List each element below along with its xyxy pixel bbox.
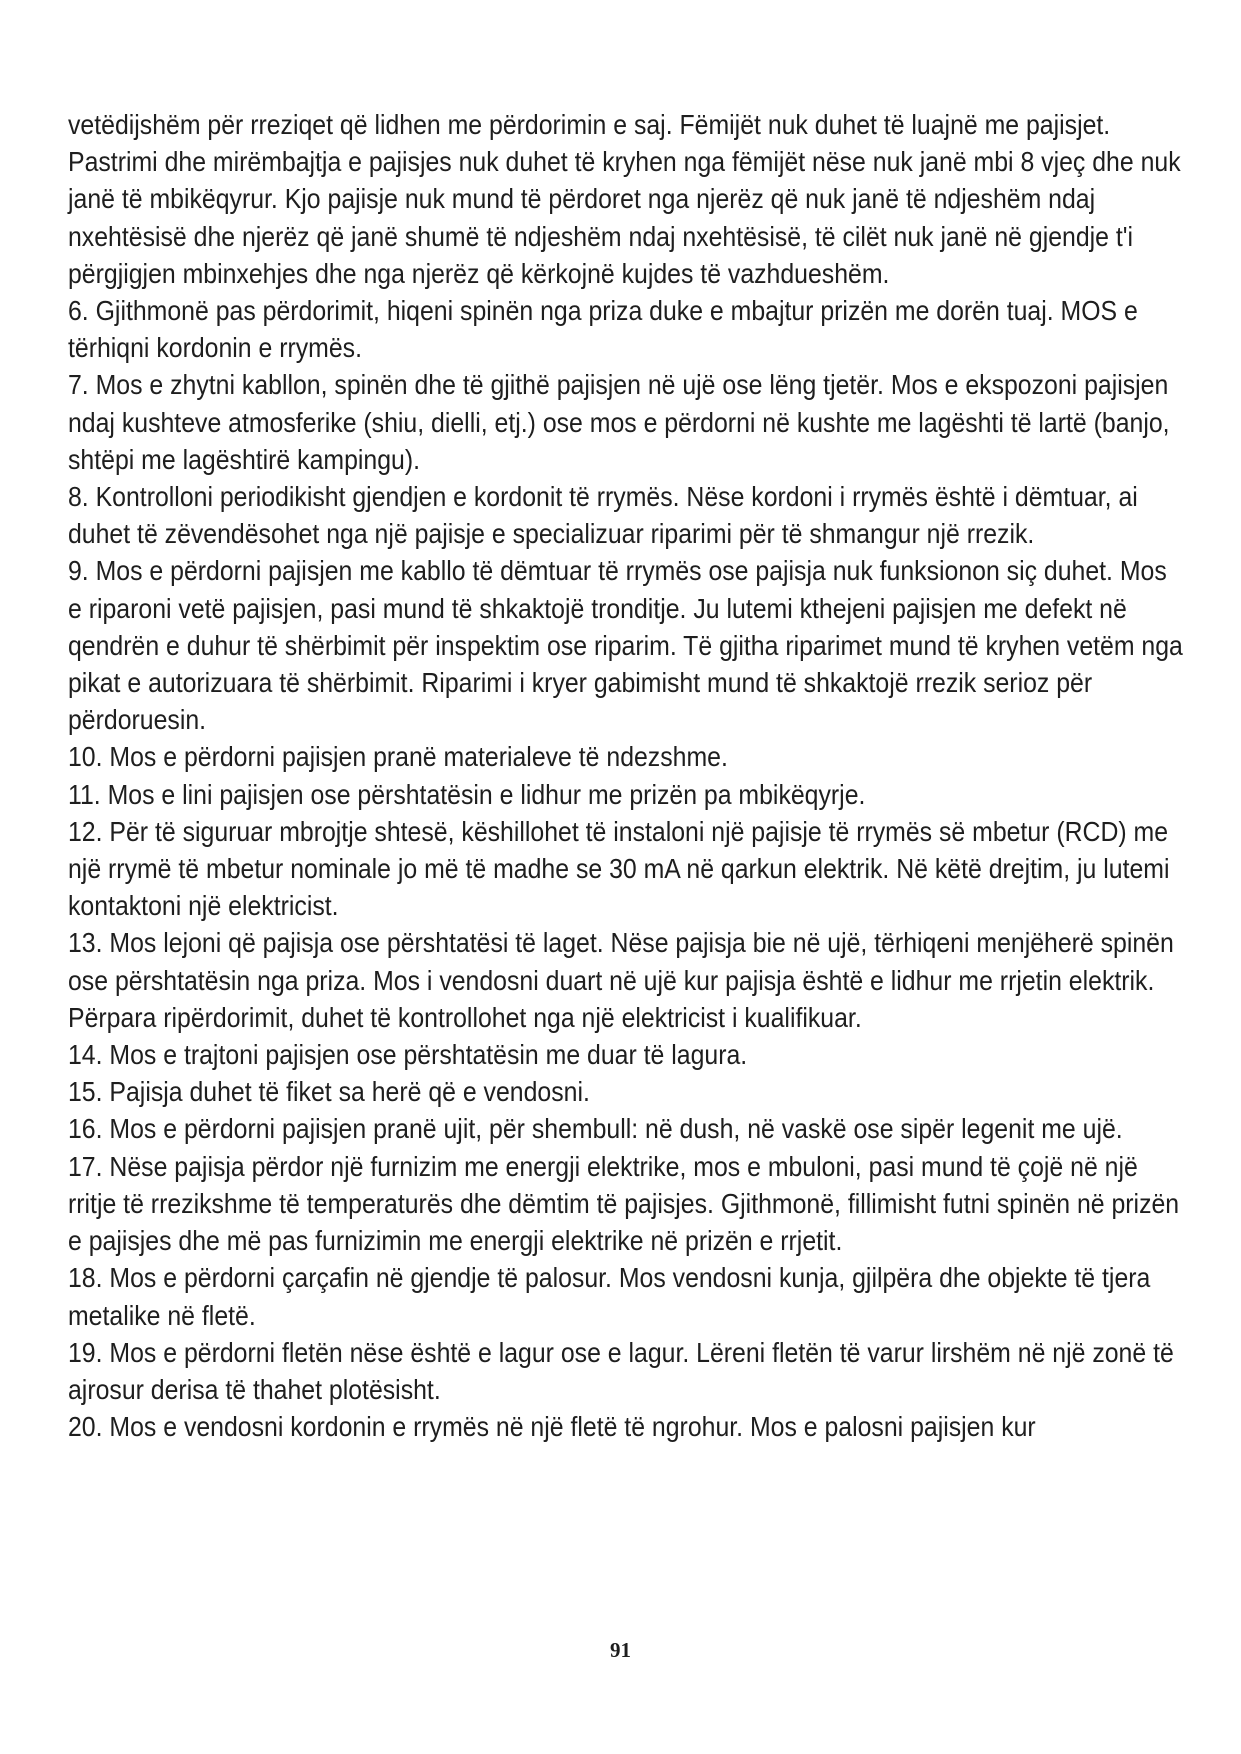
paragraph-item-13: 13. Mos lejoni që pajisja ose përshtatësi të laget. Nëse pajisja bie në ujë, tërhiqeni menjëherë spinën ose përshtatësin nga priza. Mos i vendosni duart në ujë kur pajisja është e lidhur me rrjetin elektrik. Përpara ripërdorimit, duhet të kontrollohet nga një elektricist i kualifikuar.	[68, 927, 1174, 1033]
paragraph-item-19: 19. Mos e përdorni fletën nëse është e lagur ose e lagur. Lëreni fletën të varur lirshëm në një zonë të ajrosur derisa të thahet plotësisht.	[68, 1336, 1174, 1405]
paragraph-item-6: 6. Gjithmonë pas përdorimit, hiqeni spinën nga priza duke e mbajtur prizën me dorën tuaj. MOS e tërhiqni kordonin e rrymës.	[68, 295, 1138, 364]
paragraph-item-17: 17. Nëse pajisja përdor një furnizim me energji elektrike, mos e mbuloni, pasi mund të çojë në një rritje të rrezikshme të temperaturës dhe dëmtim të pajisjes. Gjithmonë, fillimisht futni spinën në prizën e pajisjes dhe më pas furnizimin me energji elektrike në prizën e rrjetit.	[68, 1150, 1180, 1257]
paragraph-item-20: 20. Mos e vendosni kordonin e rrymës në një fletë të ngrohur. Mos e palosni pajisjen kur	[68, 1411, 1036, 1443]
paragraph-item-18: 18. Mos e përdorni çarçafin në gjendje të palosur. Mos vendosni kunja, gjilpëra dhe objekte të tjera metalike në fletë.	[68, 1262, 1151, 1331]
paragraph-item-9: 9. Mos e përdorni pajisjen me kabllo të dëmtuar të rrymës ose pajisja nuk funksionon siç duhet. Mos e riparoni vetë pajisjen, pasi mund të shkaktojë tronditje. Ju lutemi kthejeni pajisjen me defekt në qendrën e duhur të shërbimit për inspektim ose riparim. Të gjitha riparimet mund të kryhen vetëm nga pikat e autorizuara të shërbimit. Riparimi i kryer gabimisht mund të shkaktojë rrezik serioz për përdoruesin.	[68, 555, 1183, 736]
paragraph-continuation: vetëdijshëm për rreziqet që lidhen me përdorimin e saj. Fëmijët nuk duhet të luajnë me pajisjet. Pastrimi dhe mirëmbajtja e pajisjes nuk duhet të kryhen nga fëmijët nëse nuk janë mbi 8 vjeç dhe nuk janë të mbikëqyrur. Kjo pajisje nuk mund të përdoret nga njerëz që nuk janë të ndjeshëm ndaj nxehtësisë dhe njerëz që janë shumë të ndjeshëm ndaj nxehtësisë, të cilët nuk janë në gjendje t'i përgjigjen mbinxehjes dhe nga njerëz që kërkojnë kujdes të vazhdueshëm.	[68, 109, 1181, 289]
paragraph-item-12: 12. Për të siguruar mbrojtje shtesë, këshillohet të instaloni një pajisje të rrymës së mbetur (RCD) me një rrymë të mbetur nominale jo më të madhe se 30 mA në qarkun elektrik. Në këtë drejtim, ju lutemi kontaktoni një elektricist.	[68, 815, 1170, 922]
document-body	[68, 106, 1183, 1445]
text-column	[68, 106, 1184, 1445]
paragraph-item-10: 10. Mos e përdorni pajisjen pranë materialeve të ndezshme.	[68, 741, 728, 773]
paragraph-item-16: 16. Mos e përdorni pajisjen pranë ujit, për shembull: në dush, në vaskë ose sipër legenit me ujë.	[68, 1113, 1123, 1145]
paragraph-item-7: 7. Mos e zhytni kabllon, spinën dhe të gjithë pajisjen në ujë ose lëng tjetër. Mos e ekspozoni pajisjen ndaj kushteve atmosferike (shiu, dielli, etj.) ose mos e përdorni në kushte me lagështi të lartë (banjo, shtëpi me lagështirë kampingu).	[68, 369, 1170, 475]
paragraph-item-14: 14. Mos e trajtoni pajisjen ose përshtatësin me duar të lagura.	[68, 1039, 748, 1071]
page-number: 91	[610, 1638, 631, 1662]
paragraph-item-8: 8. Kontrolloni periodikisht gjendjen e kordonit të rrymës. Nëse kordoni i rrymës është i dëmtuar, ai duhet të zëvendësohet nga një pajisje e specializuar riparimi për të shmangur një rrezik.	[68, 481, 1138, 550]
paragraph-item-11: 11. Mos e lini pajisjen ose përshtatësin e lidhur me prizën pa mbikëqyrje.	[68, 778, 866, 810]
paragraph-item-15: 15. Pajisja duhet të fiket sa herë që e vendosni.	[68, 1076, 590, 1108]
